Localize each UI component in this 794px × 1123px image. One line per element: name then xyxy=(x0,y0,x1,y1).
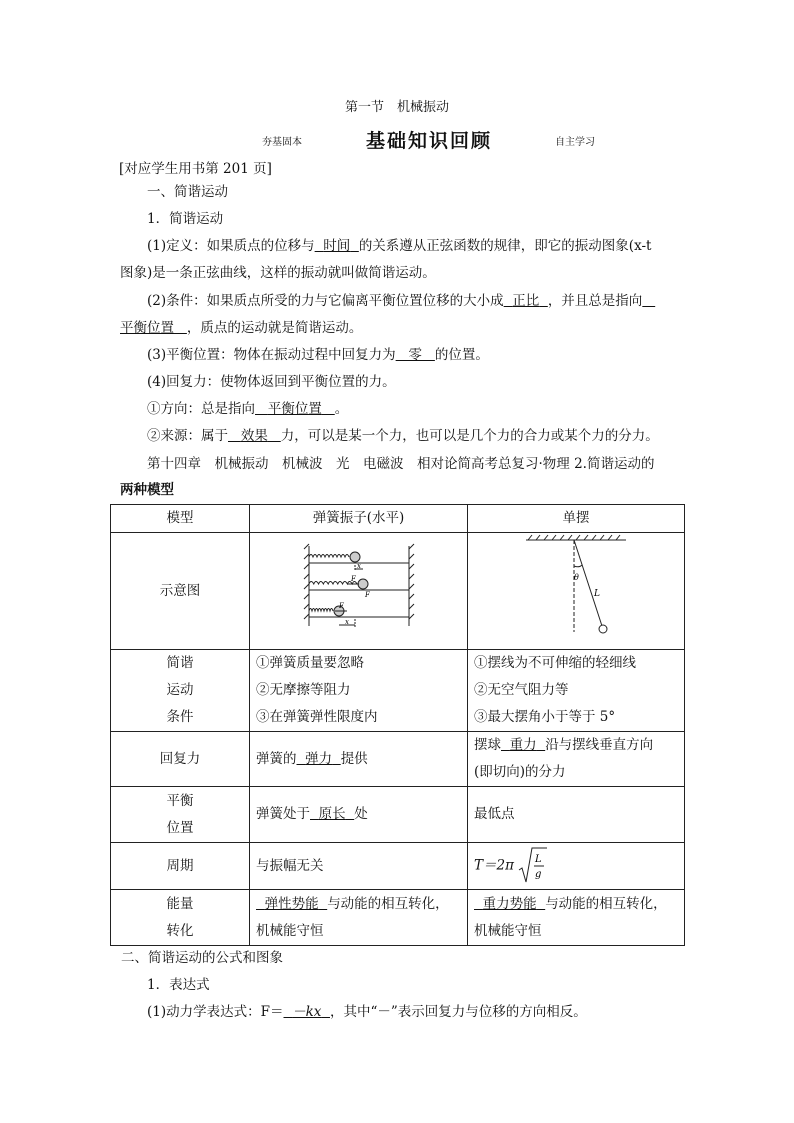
f-label: F xyxy=(350,575,356,583)
subheading: 1．简谐运动 xyxy=(147,211,224,227)
sqrt-g: g xyxy=(535,869,542,880)
f-label-3: F xyxy=(338,602,344,610)
page-title: 第一节 机械振动 xyxy=(344,100,449,115)
l-label: L xyxy=(594,588,600,599)
definition-line: (1)定义：如果质点的位移与 时间 的关系遵从正弦函数的规律，即它的振动图象(x-t xyxy=(147,238,652,254)
direction-line: ①方向：总是指向 平衡位置 。 xyxy=(147,401,349,417)
banner-right: 自主学习 xyxy=(555,137,595,148)
book-ref: [对应学生用书第 201 页] xyxy=(119,161,272,177)
sqrt-icon xyxy=(518,846,548,886)
spring-restoring: 弹簧的 弹力 提供 xyxy=(250,732,468,787)
banner-left: 夯基固本 xyxy=(262,137,302,148)
spring-equilibrium: 弹簧处于 原长 处 xyxy=(250,787,468,843)
pendulum-equilibrium: 最低点 xyxy=(468,787,685,843)
section2-sub: 1．表达式 xyxy=(147,977,210,993)
pendulum-restoring: 摆球 重力 沿与摆线垂直方向 (即切向)的分力 xyxy=(468,732,685,787)
definition-line-2: 图象)是一条正弦曲线，这样的振动就叫做简谐运动。 xyxy=(120,265,436,281)
row-restoring-label: 回复力 xyxy=(111,732,250,787)
pendulum-conditions: ①摆线为不可伸缩的轻细线 ②无空气阻力等 ③最大摆角小于等于 5° xyxy=(468,650,685,732)
header-model: 模型 xyxy=(111,505,250,533)
x-label: x xyxy=(356,562,361,570)
section-heading: 一、简谐运动 xyxy=(147,184,228,200)
row-energy-label: 能量 转化 xyxy=(111,890,250,946)
source-line: ②来源：属于 效果 力，可以是某一个力，也可以是几个力的合力或某个力的分力。 xyxy=(147,428,659,444)
section2-heading: 二、简谐运动的公式和图象 xyxy=(121,950,283,966)
spring-energy: 弹性势能 与动能的相互转化， 机械能守恒 xyxy=(250,890,468,946)
condition-line: (2)条件：如果质点所受的力与它偏离平衡位置位移的大小成 正比 ，并且总是指向 xyxy=(147,293,643,309)
banner-main: 基础知识回顾 xyxy=(366,130,493,152)
models-heading: 两种模型 xyxy=(120,482,174,498)
row-diagram-label: 示意图 xyxy=(111,533,250,650)
header-pendulum: 单摆 xyxy=(468,505,685,533)
spring-period: 与振幅无关 xyxy=(250,843,468,890)
equilibrium-line: (3)平衡位置：物体在振动过程中回复力为 零 的位置。 xyxy=(147,347,489,363)
condition-line-2: 平衡位置 ，质点的运动就是简谐运动。 xyxy=(120,320,363,336)
header-spring: 弹簧振子(水平) xyxy=(250,505,468,533)
pendulum-period: T＝2π L g xyxy=(468,843,685,890)
chapter-line: 第十四章 机械振动 机械波 光 电磁波 相对论简高考总复习·物理 2.简谐运动的 xyxy=(147,456,655,472)
row-conditions-label: 简谐 运动 条件 xyxy=(111,650,250,732)
spring-oscillator-figure xyxy=(299,541,419,631)
pendulum-figure xyxy=(516,534,636,639)
pendulum-energy: 重力势能 与动能的相互转化， 机械能守恒 xyxy=(468,890,685,946)
pendulum-diagram xyxy=(468,533,685,650)
spring-diagram xyxy=(250,533,468,650)
sqrt-L: L xyxy=(535,854,542,865)
row-equilibrium-label: 平衡 位置 xyxy=(111,787,250,843)
theta-label: θ xyxy=(574,572,579,582)
restoring-line: (4)回复力：使物体返回到平衡位置的力。 xyxy=(147,374,396,390)
spring-conditions: ①弹簧质量要忽略 ②无摩擦等阻力 ③在弹簧弹性限度内 xyxy=(250,650,468,732)
x-label-2: x xyxy=(344,618,349,626)
row-period-label: 周期 xyxy=(111,843,250,890)
model-table xyxy=(110,504,685,946)
formula-line: (1)动力学表达式：F＝ －kx ，其中“－”表示回复力与位移的方向相反。 xyxy=(147,1004,587,1020)
f-label-2: F xyxy=(364,591,370,599)
